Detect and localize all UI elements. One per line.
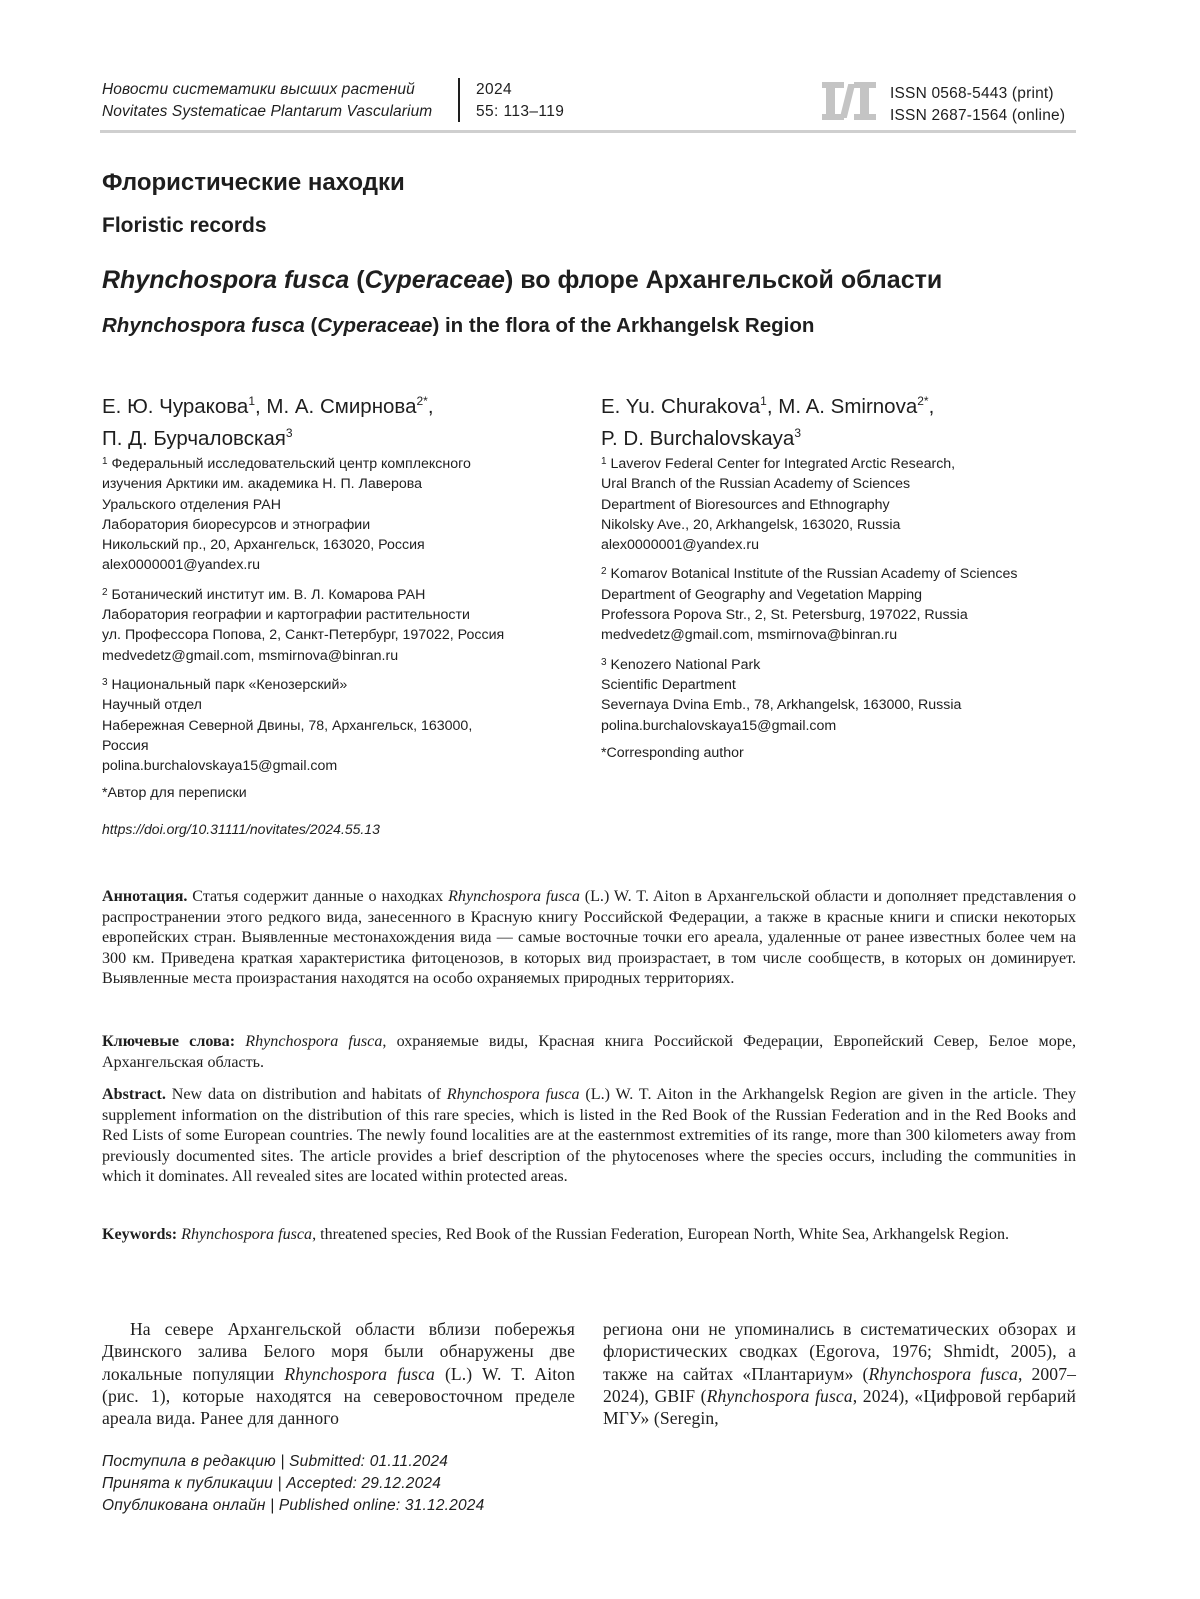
date-submitted: Поступила в редакцию | Submitted: 01.11.2024 bbox=[102, 1453, 449, 1470]
affiliation-line: Scientific Department bbox=[601, 676, 736, 693]
title-ru-genus: Rhynchospora fusca bbox=[102, 266, 350, 294]
author-2-ru-comma: , bbox=[427, 395, 434, 418]
affiliation-line: Набережная Северной Двины, 78, Архангельск, 163000, bbox=[102, 717, 473, 734]
title-ru-paren-open: ( bbox=[349, 266, 365, 294]
title-en-paren-open: ( bbox=[304, 314, 318, 337]
body-left-text-2: (L.) W. T. Aiton (рис. 1), которые находятся на северовосточном пределе ареала вида. Ранее для данного bbox=[102, 1363, 575, 1429]
affiliation-line: изучения Арктики им. академика Н. П. Лаверова bbox=[102, 476, 423, 493]
section-heading-ru: Флористические находки bbox=[102, 169, 405, 196]
affiliation-ru-2-num: 2 bbox=[102, 586, 108, 598]
author-3-ru: П. Д. Бурчаловская bbox=[102, 427, 286, 450]
abstract-text-1: New data on distribution and habitats of bbox=[165, 1086, 447, 1103]
affiliation-line: Ботанический институт им. В. Л. Комарова РАН bbox=[111, 586, 426, 603]
keywords-en bbox=[102, 1225, 1076, 1246]
affiliation-line: Komarov Botanical Institute of the Russian Academy of Sciences bbox=[610, 566, 1018, 583]
affiliation-ru-3-num: 3 bbox=[102, 676, 108, 688]
body-left-species: Rhynchospora fusca bbox=[284, 1363, 435, 1384]
date-accepted: Принята к публикации | Accepted: 29.12.2024 bbox=[102, 1475, 442, 1492]
issn-block bbox=[890, 83, 1065, 127]
journal-title bbox=[102, 79, 432, 123]
affiliation-en-2 bbox=[601, 562, 1091, 645]
affiliation-line: Никольский пр., 20, Архангельск, 163020, Россия bbox=[102, 537, 425, 554]
keywords-ru-text: , охраняемые виды, Красная книга Российской Федерации, Европейский Север, Белое море, Архангельская область. bbox=[102, 1033, 1076, 1071]
title-en-family: Cyperaceae bbox=[317, 314, 433, 337]
author-1-en: E. Yu. Churakova bbox=[601, 395, 761, 418]
body-right-text-1: региона они не упоминались в систематических обзорах и флористических сводках (Egorova, 1976; Shmidt, 2005), а также на сайтах «Плантариум» ( bbox=[603, 1319, 1076, 1384]
keywords-ru-species: Rhynchospora fusca bbox=[245, 1033, 383, 1050]
article-title-en bbox=[102, 314, 814, 338]
date-published: Опубликована онлайн | Published online: 31.12.2024 bbox=[102, 1497, 485, 1514]
affiliation-line: Национальный парк «Кенозерский» bbox=[111, 676, 348, 693]
affiliation-line: Уральского отделения РАН bbox=[102, 496, 281, 513]
header-rule bbox=[100, 130, 1076, 133]
annotation-text-1: Статья содержит данные о находках bbox=[187, 888, 449, 905]
abstract-en bbox=[102, 1085, 1076, 1188]
article-title-ru bbox=[102, 266, 942, 295]
affiliation-line: Лаборатория географии и картографии растительности bbox=[102, 607, 470, 624]
affiliation-line: Научный отдел bbox=[102, 697, 202, 714]
affiliation-ru-3 bbox=[102, 673, 582, 776]
affiliation-en-3-num: 3 bbox=[601, 656, 607, 668]
affiliation-line: Department of Geography and Vegetation Mapping bbox=[601, 586, 923, 603]
affiliation-en-3 bbox=[601, 653, 1091, 736]
keywords-ru bbox=[102, 1032, 1076, 1073]
body-left-text-1: На севере Архангельской области вблизи побережья Двинского залива Белого моря были обнаружены две локальные популяции bbox=[102, 1319, 575, 1384]
authors-ru bbox=[102, 388, 434, 452]
title-ru-rest: ) во флоре Архангельской области bbox=[504, 266, 943, 294]
affiliations-en bbox=[601, 452, 1091, 770]
abstract-label: Abstract. bbox=[102, 1086, 166, 1103]
annotation-text-2: (L.) W. T. Aiton в Архангельской области и дополняет представления о распространении этого редкого вида, занесенного в Красную книгу Российской Федерации, а также в красные книги и списки некоторых европейских стран. Выявленные местонахождения вида — самые восточные точки его ареала, удаленные от ранее известных более чем на 300 км. Приведена краткая характеристика фитоценозов, в которых вид произрастает, в том числе сообществ, в которых он доминирует. Выявленные места произрастания находятся на особо охраняемых природных территориях. bbox=[102, 888, 1076, 988]
authors-en bbox=[601, 388, 934, 452]
affiliation-email: medvedetz@gmail.com, msmirnova@binran.ru bbox=[601, 627, 898, 644]
affiliation-line: Severnaya Dvina Emb., 78, Arkhangelsk, 163000, Russia bbox=[601, 697, 962, 714]
affiliation-email: polina.burchalovskaya15@gmail.com bbox=[601, 717, 837, 734]
affiliation-email: polina.burchalovskaya15@gmail.com bbox=[102, 758, 338, 775]
affiliation-email: alex0000001@yandex.ru bbox=[601, 537, 759, 554]
author-2-en-comma: , bbox=[928, 395, 935, 418]
author-2-en-sup: 2* bbox=[917, 394, 929, 408]
body-column-left bbox=[102, 1318, 575, 1429]
header-separator bbox=[458, 78, 460, 122]
corresponding-author-ru: *Автор для переписки bbox=[102, 785, 247, 802]
author-2-en: , M. A. Smirnova bbox=[766, 395, 918, 418]
publication-dates bbox=[102, 1451, 484, 1517]
affiliation-line: Laverov Federal Center for Integrated Arctic Research, bbox=[610, 456, 956, 472]
body-right-species-2: Rhynchospora fusca bbox=[706, 1385, 853, 1406]
journal-title-en: Novitates Systematicae Plantarum Vascularium bbox=[102, 103, 433, 120]
keywords-ru-label: Ключевые слова: bbox=[102, 1033, 236, 1050]
affiliation-line: Professora Popova Str., 2, St. Petersburg, 197022, Russia bbox=[601, 607, 968, 624]
keywords-en-species: Rhynchospora fusca bbox=[181, 1226, 313, 1243]
body-right-text-2: , 2007–2024), GBIF ( bbox=[603, 1363, 1076, 1406]
affiliation-line: Федеральный исследовательский центр комплексного bbox=[111, 456, 471, 472]
title-en-genus: Rhynchospora fusca bbox=[102, 314, 305, 337]
author-3-en: P. D. Burchalovskaya bbox=[601, 427, 795, 450]
affiliation-email: medvedetz@gmail.com, msmirnova@binran.ru bbox=[102, 647, 399, 664]
keywords-en-label: Keywords: bbox=[102, 1226, 178, 1243]
journal-title-ru: Новости систематики высших растений bbox=[102, 81, 415, 98]
issue-volume-pages: 55: 113–119 bbox=[476, 103, 565, 120]
author-1-en-sup: 1 bbox=[760, 394, 767, 408]
affiliation-email: alex0000001@yandex.ru bbox=[102, 557, 260, 574]
affiliation-line: ул. Профессора Попова, 2, Санкт-Петербург, 197022, Россия bbox=[102, 627, 505, 644]
body-right-text-3: , 2024), «Цифровой гербарий МГУ» (Seregin, bbox=[603, 1385, 1076, 1429]
publisher-logo-icon bbox=[822, 80, 878, 122]
affiliation-line: Ural Branch of the Russian Academy of Sciences bbox=[601, 476, 911, 493]
abstract-species: Rhynchospora fusca bbox=[446, 1086, 580, 1103]
body-column-right bbox=[603, 1318, 1076, 1429]
affiliations-ru bbox=[102, 452, 582, 811]
affiliation-en-1-num: 1 bbox=[601, 456, 607, 467]
section-heading-en: Floristic records bbox=[102, 214, 267, 237]
annotation-label: Аннотация. bbox=[102, 888, 188, 905]
author-3-ru-sup: 3 bbox=[285, 426, 293, 440]
title-en-rest: ) in the flora of the Arkhangelsk Region bbox=[432, 314, 815, 337]
title-ru-family: Cyperaceae bbox=[364, 266, 505, 294]
author-1-ru: Е. Ю. Чуракова bbox=[102, 395, 249, 418]
issn-print: ISSN 0568-5443 (print) bbox=[890, 85, 1054, 102]
affiliation-line: Россия bbox=[102, 737, 149, 754]
abstract-text-2: (L.) W. T. Aiton in the Arkhangelsk Region are given in the article. They supplement information on the distribution of this rare species, which is listed in the Red Book of the Russian Federation and in the Red Books and Red Lists of some European countries. The newly found localities are at the easternmost extremities of its range, more than 300 kilometers away from previously documented sites. The article provides a brief description of the phytocenoses where the species occurs, including the communities in which it dominates. All revealed sites are located within protected areas. bbox=[102, 1086, 1077, 1186]
annotation-ru bbox=[102, 887, 1076, 990]
affiliation-en-2-num: 2 bbox=[601, 566, 607, 578]
annotation-species: Rhynchospora fusca bbox=[448, 888, 580, 905]
issn-online: ISSN 2687-1564 (online) bbox=[890, 107, 1066, 124]
affiliation-ru-1 bbox=[102, 452, 582, 576]
author-3-en-sup: 3 bbox=[794, 426, 802, 440]
issue-year: 2024 bbox=[476, 81, 513, 98]
affiliation-en-1 bbox=[601, 452, 1091, 555]
affiliation-line: Department of Bioresources and Ethnography bbox=[601, 496, 890, 513]
author-2-ru: , М. А. Смирнова bbox=[255, 395, 417, 418]
affiliation-ru-1-num: 1 bbox=[102, 456, 108, 467]
issue-info bbox=[476, 79, 564, 123]
corresponding-author-en: *Corresponding author bbox=[601, 744, 744, 761]
keywords-en-text: , threatened species, Red Book of the Russian Federation, European North, White Sea, Arkhangelsk Region. bbox=[312, 1226, 1010, 1243]
doi-link[interactable]: https://doi.org/10.31111/novitates/2024.55.13 bbox=[102, 821, 380, 837]
affiliation-ru-2 bbox=[102, 583, 582, 666]
affiliation-line: Kenozero National Park bbox=[610, 656, 761, 673]
affiliation-line: Лаборатория биоресурсов и этнографии bbox=[102, 516, 371, 533]
author-1-ru-sup: 1 bbox=[248, 394, 256, 408]
affiliation-line: Nikolsky Ave., 20, Arkhangelsk, 163020, Russia bbox=[601, 516, 901, 533]
author-2-ru-sup: 2* bbox=[416, 394, 428, 408]
body-right-species-1: Rhynchospora fusca bbox=[868, 1363, 1018, 1384]
